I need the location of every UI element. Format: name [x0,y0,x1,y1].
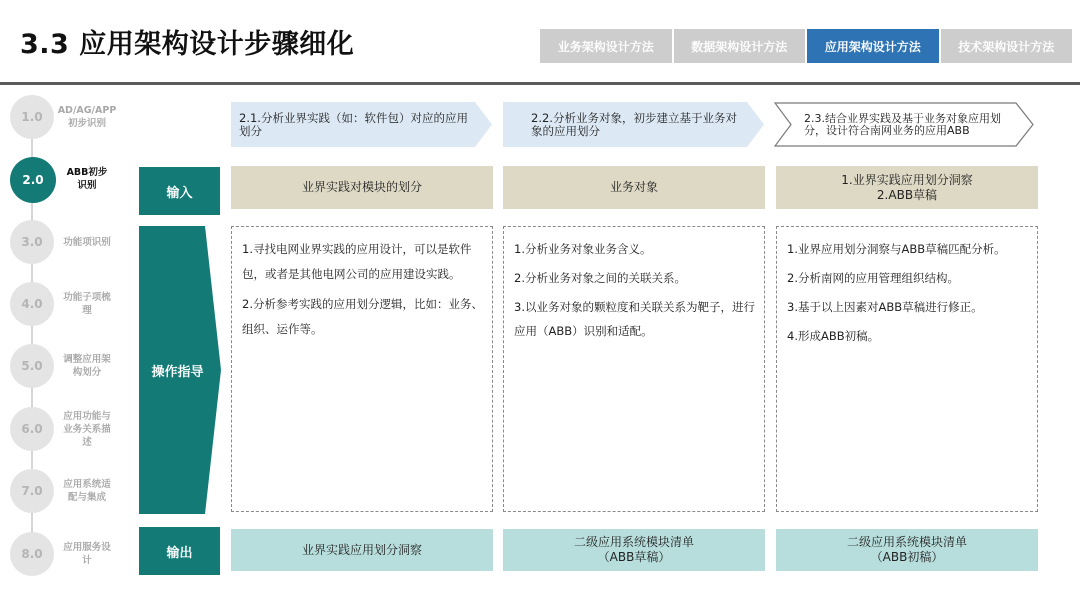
input-line: 业界实践对模块的划分 [301,180,422,194]
step-label: 功能项识别 [63,236,111,248]
input-cell [503,166,765,209]
step-label: 应用功能与业务关系描述 [63,410,111,448]
step-6 [10,407,120,457]
step-number: 6.0 [10,407,54,451]
tab-technology-architecture[interactable]: 技术架构设计方法 [941,29,1073,63]
phase-text: 2.1.分析业界实践（如：软件包）对应的应用划分 [239,110,468,138]
phase-2-2 [503,102,765,147]
step-number: 2.0 [10,157,56,203]
step-number: 7.0 [10,469,54,513]
input-line: 1.业界实践应用划分洞察 [841,172,973,187]
step-label: AD/AG/APP初步识别 [57,105,117,129]
page-title: 3.3 应用架构设计步骤细化 [20,29,355,60]
step-8 [10,532,120,582]
output-line: 二级应用系统模块清单 [573,535,694,549]
step-4 [10,282,120,332]
step-5 [10,344,120,394]
guide-item: 2.分析业务对象之间的关联关系。 [514,271,686,285]
step-number: 1.0 [10,95,54,139]
guide-item: 1.寻找电网业界实践的应用设计，可以是软件包，或者是其他电网公司的应用建设实践。 [242,242,472,281]
step-7 [10,469,120,519]
phase-text: 2.2.分析业务对象，初步建立基于业务对象的应用划分 [531,110,737,138]
step-3 [10,220,120,270]
guide-item: 1.分析业务对象业务含义。 [514,242,652,256]
phase-2-1 [231,102,493,147]
guide-item: 2.分析南网的应用管理组织结构。 [787,271,959,285]
step-label: 功能子项梳理 [63,292,111,316]
output-cell [503,529,765,571]
guide-card [503,226,765,512]
input-line: 业务对象 [609,180,658,194]
output-cell [231,529,493,571]
output-row-label: 输出 [139,527,220,575]
output-line: （ABB草稿） [597,550,671,564]
guide-item: 3.以业务对象的颗粒度和关联关系为靶子，进行应用（ABB）识别和适配。 [514,300,755,338]
step-number: 8.0 [10,532,54,576]
step-number: 4.0 [10,282,54,326]
input-cell [231,166,493,209]
method-tabs [540,29,1072,63]
tab-data-architecture[interactable]: 数据架构设计方法 [674,29,806,63]
guide-item: 3.基于以上因素对ABB草稿进行修正。 [787,300,983,314]
step-label: ABB初步识别 [66,167,108,191]
guide-item: 4.形成ABB初稿。 [787,329,880,343]
input-line: 2.ABB草稿 [876,187,938,202]
input-row-label: 输入 [139,167,220,215]
header-divider [0,82,1080,85]
phase-text: 2.3.结合业界实践及基于业务对象应用划分，设计符合南网业务的应用ABB [804,111,1001,137]
output-line: 业界实践应用划分洞察 [301,542,422,557]
output-line: （ABB初稿） [870,550,944,564]
guide-row-label [139,226,222,514]
guide-item: 2.分析参考实践的应用划分逻辑，比如：业务、组织、运作等。 [242,297,483,336]
output-cell [776,529,1038,571]
guide-card [776,226,1038,512]
step-label: 应用系统适配与集成 [63,479,111,503]
guide-row-label-text: 操作指导 [151,364,204,380]
step-label: 应用服务设计 [63,542,111,566]
input-cell [776,166,1038,209]
tab-application-architecture[interactable]: 应用架构设计方法 [807,29,939,63]
step-label: 调整应用架构划分 [63,354,111,378]
guide-item: 1.业界应用划分洞察与ABB草稿匹配分析。 [787,242,1006,256]
step-1 [10,95,120,145]
step-2 [10,157,120,207]
step-number: 5.0 [10,344,54,388]
output-line: 二级应用系统模块清单 [846,535,967,549]
guide-card [231,226,493,512]
step-number: 3.0 [10,220,54,264]
phase-2-3 [774,102,1036,147]
tab-business-architecture[interactable]: 业务架构设计方法 [540,29,672,63]
